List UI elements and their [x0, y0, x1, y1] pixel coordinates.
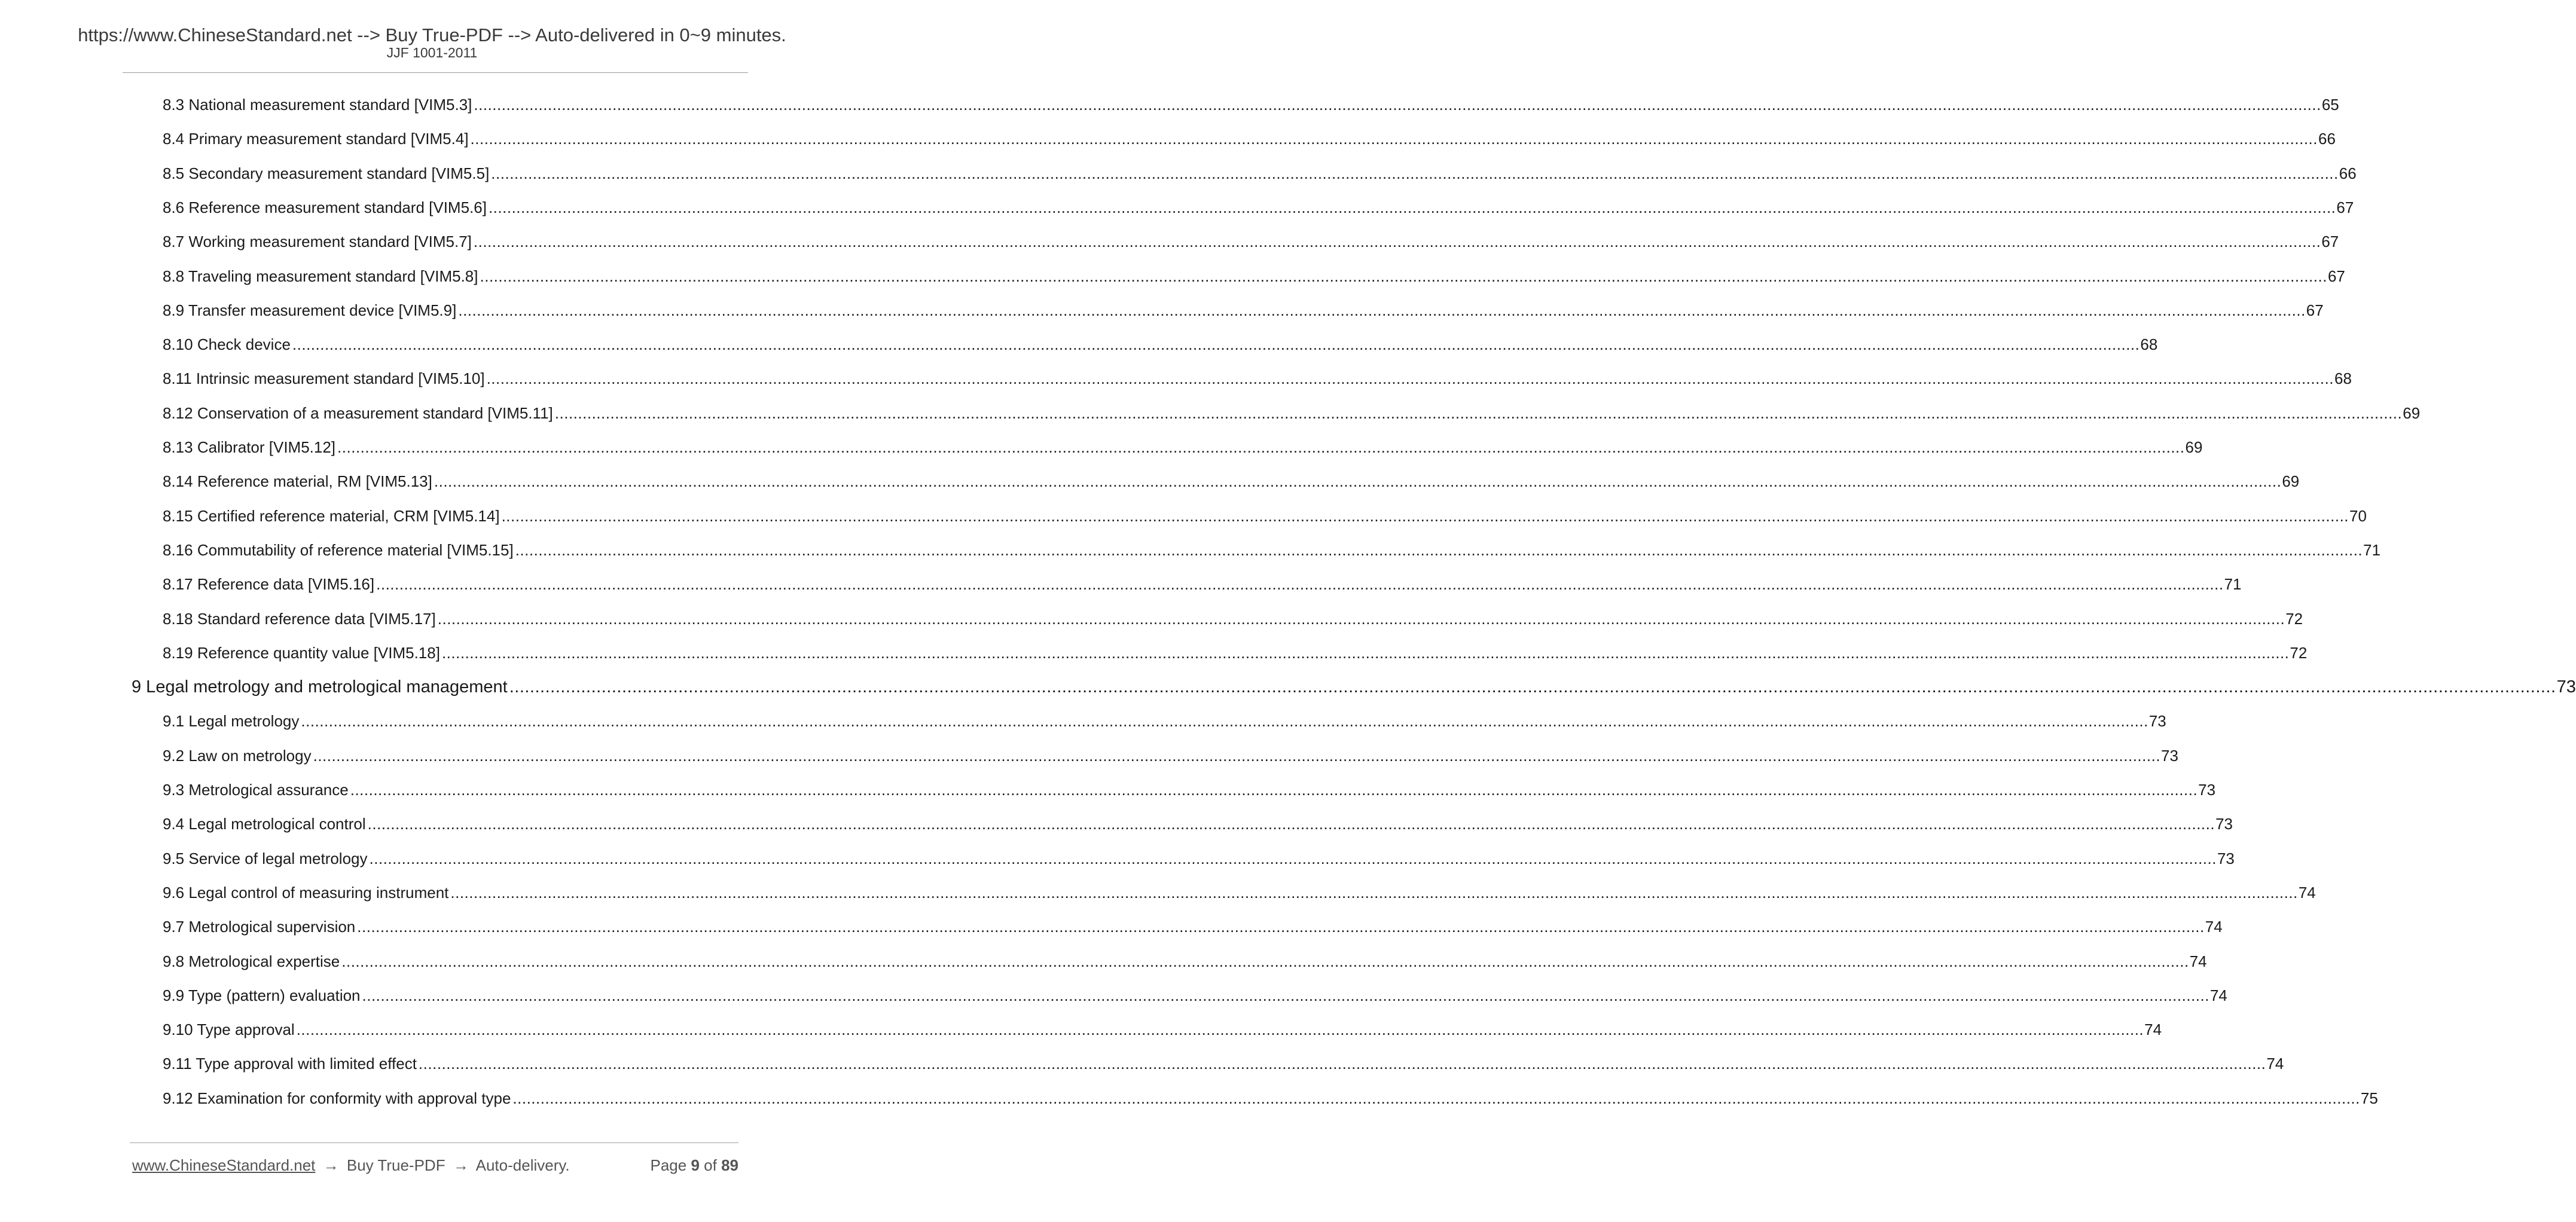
document-code: JJF 1001-2011: [386, 45, 478, 60]
toc-entry-page-number: 75: [2360, 1089, 2378, 1107]
toc-entry-title: 8.16 Commutability of reference material [VIM5.15]: [163, 540, 514, 559]
toc-dot-leader: ................................................................................................................................................................................................................................................................................................................................................................................................................: [554, 404, 2403, 422]
toc-dot-leader: ................................................................................................................................................................................................................................................................................................................................................................................................................: [337, 438, 2185, 456]
toc-dot-leader: ................................................................................................................................................................................................................................................................................................................................................................................................................: [301, 712, 2148, 731]
toc-entry-page-number: 65: [2321, 96, 2339, 114]
toc-entry[interactable]: [163, 163, 2357, 185]
toc-entry-page-number: 74: [2209, 986, 2227, 1004]
toc-entry[interactable]: [163, 780, 2216, 801]
toc-dot-leader: ................................................................................................................................................................................................................................................................................................................................................................................................................: [441, 643, 2290, 662]
toc-dot-leader: ................................................................................................................................................................................................................................................................................................................................................................................................................: [367, 815, 2215, 833]
toc-dot-leader: ................................................................................................................................................................................................................................................................................................................................................................................................................: [341, 952, 2189, 970]
toc-entry-page-number: 73: [2217, 849, 2235, 867]
auto-delivery-text: Auto-delivery.: [475, 1156, 570, 1174]
toc-dot-leader: ................................................................................................................................................................................................................................................................................................................................................................................................................: [473, 233, 2321, 251]
toc-entry-title: 9.2 Law on metrology: [163, 746, 312, 765]
toc-entry[interactable]: [163, 506, 2367, 527]
toc-entry-page-number: 69: [2185, 438, 2203, 456]
toc-entry[interactable]: [163, 94, 2339, 116]
toc-entry-page-number: 69: [2403, 404, 2421, 422]
footer-divider: [130, 1142, 738, 1143]
toc-entry-page-number: 74: [2298, 883, 2316, 902]
toc-entry-title: 8.8 Traveling measurement standard [VIM5.8]: [163, 267, 478, 285]
toc-entry-title: 8.6 Reference measurement standard [VIM5.6]: [163, 198, 487, 216]
toc-dot-leader: ................................................................................................................................................................................................................................................................................................................................................................................................................: [296, 1021, 2144, 1039]
toc-entry-title: 8.10 Check device: [163, 335, 291, 354]
page-footer: [132, 1154, 738, 1176]
toc-entry[interactable]: [163, 711, 2166, 732]
arrow-right-icon: →: [453, 1156, 469, 1174]
toc-entry-page-number: 67: [2327, 267, 2345, 285]
toc-entry[interactable]: [163, 609, 2303, 630]
toc-entry[interactable]: [163, 471, 2300, 493]
toc-entry-title: 9.11 Type approval with limited effect: [163, 1055, 417, 1073]
toc-dot-leader: ................................................................................................................................................................................................................................................................................................................................................................................................................: [362, 986, 2209, 1004]
toc-dot-leader: ................................................................................................................................................................................................................................................................................................................................................................................................................: [313, 746, 2161, 765]
toc-dot-leader: ................................................................................................................................................................................................................................................................................................................................................................................................................: [512, 1089, 2360, 1107]
toc-entry-page-number: 73: [2148, 712, 2166, 731]
toc-entry-title: 8.7 Working measurement standard [VIM5.7]: [163, 233, 472, 251]
page-indicator: [650, 1154, 738, 1176]
toc-dot-leader: ................................................................................................................................................................................................................................................................................................................................................................................................................: [501, 506, 2349, 525]
toc-entry-page-number: 73: [2198, 781, 2216, 799]
toc-entry-title: 9.4 Legal metrological control: [163, 815, 366, 833]
toc-entry-page-number: 71: [2224, 575, 2242, 594]
toc-dot-leader: ................................................................................................................................................................................................................................................................................................................................................................................................................: [357, 918, 2205, 936]
toc-entry[interactable]: [163, 848, 2235, 870]
toc-entry[interactable]: [163, 1019, 2162, 1041]
toc-entry-page-number: 68: [2334, 369, 2352, 388]
header-divider: [123, 72, 748, 73]
toc-entry[interactable]: [163, 129, 2336, 150]
toc-entry-title: 8.18 Standard reference data [VIM5.17]: [163, 609, 436, 628]
toc-entry-title: 9 Legal metrology and metrological management: [132, 677, 508, 697]
toc-entry[interactable]: [163, 916, 2223, 938]
toc-dot-leader: ................................................................................................................................................................................................................................................................................................................................................................................................................: [488, 198, 2336, 216]
toc-dot-leader: ................................................................................................................................................................................................................................................................................................................................................................................................................: [509, 677, 2556, 697]
toc-dot-leader: ................................................................................................................................................................................................................................................................................................................................................................................................................: [470, 130, 2318, 148]
toc-entry-page-number: 73: [2161, 746, 2178, 765]
toc-dot-leader: ................................................................................................................................................................................................................................................................................................................................................................................................................: [458, 301, 2306, 319]
toc-dot-leader: ................................................................................................................................................................................................................................................................................................................................................................................................................: [437, 609, 2285, 628]
toc-entry[interactable]: [163, 540, 2381, 561]
toc-entry-title: 9.6 Legal control of measuring instrument: [163, 883, 449, 902]
toc-entry[interactable]: [163, 1088, 2378, 1110]
toc-entry-title: 8.4 Primary measurement standard [VIM5.4]: [163, 130, 469, 148]
toc-entry[interactable]: [163, 985, 2227, 1007]
toc-dot-leader: ................................................................................................................................................................................................................................................................................................................................................................................................................: [369, 849, 2217, 867]
current-page-number: 9: [691, 1156, 700, 1174]
toc-entry-page-number: 67: [2306, 301, 2324, 319]
toc-entry[interactable]: [163, 334, 2158, 356]
site-link[interactable]: www.ChineseStandard.net: [132, 1156, 316, 1174]
toc-dot-leader: ................................................................................................................................................................................................................................................................................................................................................................................................................: [486, 369, 2334, 388]
toc-entry[interactable]: [163, 437, 2203, 459]
toc-dot-leader: ................................................................................................................................................................................................................................................................................................................................................................................................................: [450, 883, 2298, 902]
toc-entry-title: 8.13 Calibrator [VIM5.12]: [163, 438, 336, 456]
toc-entry-title: 9.5 Service of legal metrology: [163, 849, 368, 867]
toc-entry-title: 8.12 Conservation of a measurement standard [VIM5.11]: [163, 404, 553, 422]
toc-entry-title: 9.7 Metrological supervision: [163, 918, 356, 936]
page-label: Page: [650, 1156, 687, 1174]
toc-entry[interactable]: [163, 746, 2178, 767]
toc-dot-leader: ................................................................................................................................................................................................................................................................................................................................................................................................................: [350, 781, 2198, 799]
toc-entry[interactable]: [163, 882, 2316, 904]
toc-entry[interactable]: [163, 231, 2339, 253]
toc-entry-page-number: 74: [2266, 1055, 2284, 1073]
toc-entry-page-number: 71: [2363, 540, 2381, 559]
toc-entry-page-number: 66: [2318, 130, 2336, 148]
toc-entry-title: 8.9 Transfer measurement device [VIM5.9]: [163, 301, 457, 319]
toc-entry[interactable]: [163, 403, 2421, 424]
buy-true-pdf-text: Buy True-PDF: [346, 1156, 445, 1174]
header-banner: https://www.ChineseStandard.net --> Buy True-PDF --> Auto-delivered in 0~9 minutes.: [78, 25, 786, 45]
toc-entry-page-number: 67: [2321, 233, 2339, 251]
toc-entry-page-number: 66: [2339, 164, 2357, 182]
toc-entry[interactable]: [163, 643, 2308, 664]
toc-entry-page-number: 74: [2189, 952, 2207, 970]
toc-entry[interactable]: [163, 1053, 2284, 1075]
toc-entry-page-number: 72: [2290, 643, 2308, 662]
toc-entry-title: 8.14 Reference material, RM [VIM5.13]: [163, 472, 432, 491]
toc-entry[interactable]: [163, 951, 2207, 973]
toc-dot-leader: ................................................................................................................................................................................................................................................................................................................................................................................................................: [376, 575, 2224, 594]
toc-entry[interactable]: [163, 197, 2354, 219]
toc-dot-leader: ................................................................................................................................................................................................................................................................................................................................................................................................................: [292, 335, 2140, 354]
footer-links: [132, 1154, 570, 1176]
toc-entry-page-number: 68: [2140, 335, 2158, 354]
toc-dot-leader: ................................................................................................................................................................................................................................................................................................................................................................................................................: [434, 472, 2282, 491]
toc-entry[interactable]: [163, 368, 2352, 390]
toc-entry-page-number: 74: [2144, 1021, 2162, 1039]
toc-entry-page-number: 74: [2205, 918, 2223, 936]
toc-entry-page-number: 73: [2215, 815, 2233, 833]
toc-entry-title: 8.15 Certified reference material, CRM [VIM5.14]: [163, 506, 500, 525]
toc-entry-title: 8.3 National measurement standard [VIM5.3]: [163, 96, 472, 114]
toc-dot-leader: ................................................................................................................................................................................................................................................................................................................................................................................................................: [418, 1055, 2266, 1073]
toc-entry[interactable]: [163, 266, 2345, 288]
total-pages: 89: [721, 1156, 738, 1174]
toc-chapter-entry[interactable]: [132, 677, 2576, 698]
toc-dot-leader: ................................................................................................................................................................................................................................................................................................................................................................................................................: [491, 164, 2339, 182]
toc-entry[interactable]: [163, 574, 2242, 595]
toc-entry-title: 8.19 Reference quantity value [VIM5.18]: [163, 643, 440, 662]
toc-entry-title: 9.3 Metrological assurance: [163, 781, 349, 799]
toc-entry-page-number: 67: [2336, 198, 2354, 216]
toc-entry-title: 8.17 Reference data [VIM5.16]: [163, 575, 375, 594]
toc-dot-leader: ................................................................................................................................................................................................................................................................................................................................................................................................................: [474, 96, 2321, 114]
toc-dot-leader: ................................................................................................................................................................................................................................................................................................................................................................................................................: [480, 267, 2327, 285]
toc-entry-title: 9.10 Type approval: [163, 1021, 295, 1039]
toc-entry-title: 8.5 Secondary measurement standard [VIM5.5]: [163, 164, 490, 182]
arrow-right-icon: →: [323, 1156, 339, 1174]
toc-entry-page-number: 70: [2349, 506, 2367, 525]
toc-entry-title: 9.8 Metrological expertise: [163, 952, 340, 970]
of-label: of: [704, 1156, 717, 1174]
toc-entry-page-number: 69: [2282, 472, 2300, 491]
toc-entry[interactable]: [163, 814, 2233, 835]
toc-entry-title: 9.9 Type (pattern) evaluation: [163, 986, 361, 1004]
toc-entry[interactable]: [163, 300, 2324, 322]
toc-entry-title: 8.11 Intrinsic measurement standard [VIM5.10]: [163, 369, 485, 388]
toc-entry-title: 9.12 Examination for conformity with approval type: [163, 1089, 511, 1107]
toc-dot-leader: ................................................................................................................................................................................................................................................................................................................................................................................................................: [515, 540, 2363, 559]
toc-entry-page-number: 72: [2285, 609, 2303, 628]
toc-entry-page-number: 73: [2556, 677, 2576, 697]
toc-entry-title: 9.1 Legal metrology: [163, 712, 300, 731]
